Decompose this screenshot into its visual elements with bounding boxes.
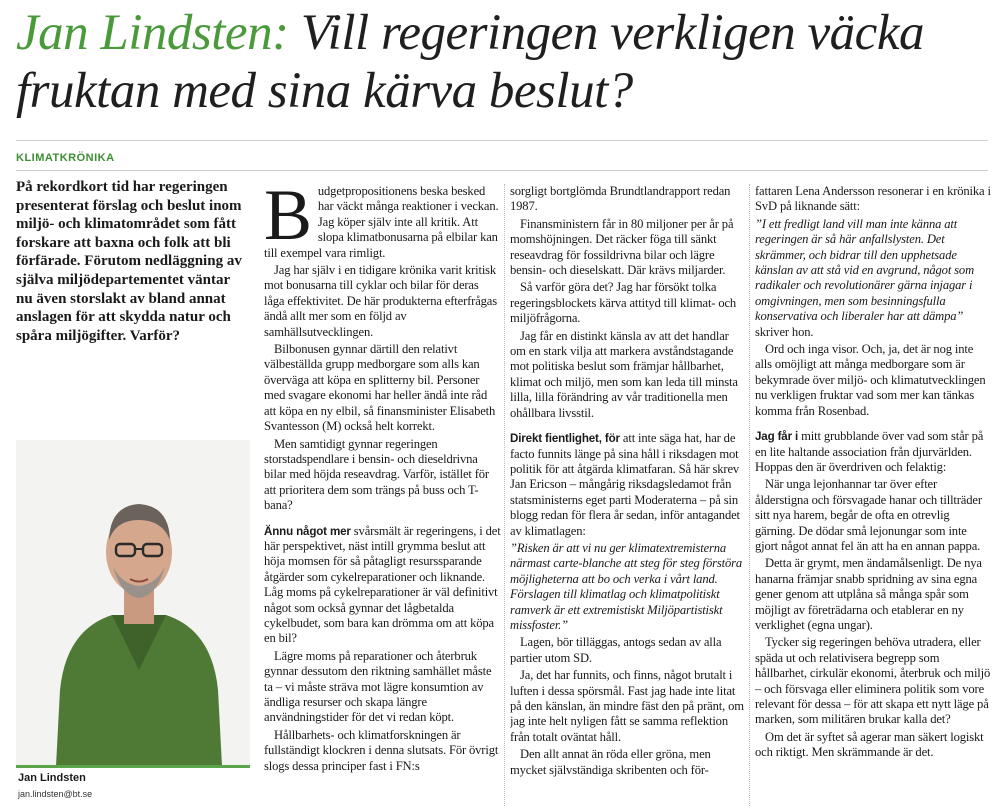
article-column-3 bbox=[755, 184, 992, 809]
article-paragraph: Men samtidigt gynnar regeringen storstadspendlare i bensin- och dieseldrivna bilar med höjda reseavdrag. Varför, istället för att prioritera dem som trängs på buss och T-bana? bbox=[264, 436, 489, 513]
article-paragraph: fattaren Lena Andersson resonerar i en krönika i SvD på liknande sätt: bbox=[755, 184, 991, 214]
section-label: KLIMATKRÖNIKA bbox=[16, 152, 115, 164]
article-paragraph bbox=[755, 429, 992, 475]
article-paragraph: Hållbarhets- och klimatforskningen är fullständigt klockren i denna slutsats. För övrigt slogs dessa principer fast i FN:s bbox=[264, 727, 499, 773]
paragraph-text: mitt grubblande över vad som står på en lite haltande association från djurvärlden. Hoppas den är överdriven och felaktig: bbox=[755, 429, 984, 474]
subhead-lead: Ännu något mer bbox=[264, 524, 351, 538]
headline-divider bbox=[16, 140, 988, 141]
article-paragraph: Om det är syftet så agerar man säkert logiskt och riktigt. Men skrämmande är det. bbox=[755, 729, 984, 760]
article-paragraph: Ja, det har funnits, och finns, något brutalt i luften i dessa spörsmål. Fast jag hade inte litat på den känslan, än mindre fäst den på pränt, om jag inte helt nyligen fått se samma reflektion från totalt oväntat håll. bbox=[510, 668, 744, 744]
column-divider bbox=[749, 184, 750, 806]
article-paragraph: Tycker sig regeringen behöva utradera, eller späda ut och relativisera begrepp som hållbarhet, cirkulär ekonomi, återbruk och miljö – och försvaga eller eliminera politik som vore relevant för dessa – för att skapa ett nytt läge på marken, som militären brukar kalla det? bbox=[755, 635, 991, 727]
author-photo-illustration bbox=[16, 440, 250, 766]
article-paragraph: Så varför göra det? Jag har försökt tolka regeringsblockets kärva attityd till klimat- och miljöfrågorna. bbox=[510, 280, 737, 326]
article-paragraph bbox=[755, 217, 992, 340]
article-paragraph bbox=[510, 541, 747, 633]
article-paragraph: Den allt annat än röda eller gröna, men mycket självständiga skribenten och för- bbox=[510, 747, 711, 777]
article-column-1 bbox=[264, 184, 501, 809]
article-paragraph bbox=[510, 431, 747, 539]
article-paragraph: Lagen, bör tilläggas, antogs sedan av alla partier utom SD. bbox=[510, 635, 722, 665]
section-divider bbox=[16, 170, 988, 171]
article-paragraph bbox=[264, 184, 501, 261]
article-paragraph: sorgligt bortglömda Brundtlandrapport redan 1987. bbox=[510, 184, 731, 214]
article-paragraph: Jag får en distinkt känsla av att det handlar om en stark vilja att markera avståndstagande mot politiska beslut som främjar hållbarhet, klimat och miljö, men som kan leda till minsta lilla, lilla förändring av vår traditionella men ohållbara livsstil. bbox=[510, 328, 738, 420]
headline bbox=[16, 4, 996, 120]
article-paragraph: Lägre moms på reparationer och återbruk gynnar dessutom den riktning samhället måste ta – vi måste sträva mot lägre konsumtion av ändliga resurser och skapa längre användningstider för det vi redan köpt. bbox=[264, 648, 492, 725]
quote-attribution: skriver hon. bbox=[755, 324, 814, 339]
ingress: På rekordkort tid har regeringen presenterat förslag och beslut inom miljö- och klimatområdet som fått forskare att baxna och folk att bli förfärade. Förutom nedläggning av själva miljödepartementet väntar nu även storslakt av bland annat anslagen för att skydda natur och spåra miljögifter. Varför? bbox=[16, 179, 242, 344]
article-paragraph: Finansministern får in 80 miljoner per år på momshöjningen. Det räcker föga till sänkt reseavdrag för fossildrivna bilar och lägre bensin- och dieselskatt. Där krävs miljarder. bbox=[510, 216, 734, 278]
byline-name: Jan Lindsten bbox=[18, 772, 86, 784]
subhead-lead: Direkt fientlighet, för bbox=[510, 432, 620, 446]
article-paragraph bbox=[264, 524, 501, 647]
drop-cap: B bbox=[264, 184, 312, 255]
subhead-lead: Jag får i bbox=[755, 430, 799, 444]
article-column-2 bbox=[510, 184, 747, 809]
byline-email[interactable]: jan.lindsten@bt.se bbox=[18, 789, 93, 799]
headline-title: Vill regeringen verkligen väcka fruktan med sina kärva beslut? bbox=[16, 5, 924, 119]
headline-author: Jan Lindsten: bbox=[16, 5, 289, 61]
article-paragraph: Jag har själv i en tidigare krönika varit kritisk mot bonusarna till cyklar och bilar för deras låga effektivitet. De här produkterna efterfrågas ändå allt mer som en följd av samhällsutvecklingen. bbox=[264, 263, 497, 339]
article-paragraph: Bilbonusen gynnar därtill den relativt välbeställda grupp medborgare som alls kan överväga att köpa en splitterny bil. Personer med svagare ekonomi har heller ändå inte råd att köpa en ny elbil, så finansminister Elisabeth Svantesson (M) också helt korrekt. bbox=[264, 342, 496, 434]
paragraph-text: svårsmält är regeringens, i det här perspektivet, näst intill grymma beslut att höja momsen för så påtagligt resurssparande åtgärder som cykelreparationer och liknande. Låg moms på cykelreparationer är väl definitivt något som också gynnar det lågbetalda cykelbudet, som bara kan drömma om att köpa en bil? bbox=[264, 523, 501, 646]
article-paragraph: Ord och inga visor. Och, ja, det är nog inte alls omöjligt att många medborgare som är bekymrade över miljö- och klimatutvecklingen nu verkligen fruktar vad som mer kan tänkas komma från Rosenbad. bbox=[755, 342, 986, 418]
paragraph-text: udgetpropositionens beska besked har väckt många reaktioner i veckan. Jag köper själv inte all kritik. Att slopa klimatbonusarna på elbilar kan till exempel vara rimligt. bbox=[264, 184, 499, 260]
article-paragraph: När unga lejonhannar tar över efter ålderstigna och försvagade hanar och tillträder sitt nya harem, begår de ofta en otrevlig gärning. De dödar små lejonungar som inte gjort något annat fel än att ha en annan pappa. bbox=[755, 477, 982, 553]
paragraph-text: att inte säga hat, har de facto funnits länge på sina håll i riksdagen mot politik för att åtgärda klimatfaran. Så här skrev Jan Ericson – mångårig riksdagsledamot från statsministerns eget parti Moderaterna – på sin blogg redan för flera år sedan, inför antagandet av klimatlagen: bbox=[510, 431, 740, 538]
block-quote: ”Risken är att vi nu ger klimatextremisterna närmast carte-blanche att steg för steg förstöra möjligheterna att bo och verka i vårt land. Förslagen till klimatlag och klimatpolitiskt ramverk är ett extremistiskt Miljöpartistiskt missfoster.” bbox=[510, 540, 743, 632]
column-divider bbox=[504, 184, 505, 806]
byline-rule bbox=[16, 765, 250, 768]
block-quote: ”I ett fredligt land vill man inte känna att regeringen är så här anfallslysten. Det skrämmer, och bidrar till den upphetsade känslan av att stå vid en avgrund, något som radikaler och revolutionärer gärna injagar i omgivningen, men som besinningsfulla konservativa och liberaler har att dämpa” bbox=[755, 216, 975, 324]
article-paragraph: Detta är grymt, men ändamålsenligt. De nya hanarna främjar snabb spridning av sina egna gener genom att utplåna så många spår som möjligt av företrädarna och etablerar en ny verklighet (egna ungar). bbox=[755, 556, 982, 632]
author-photo bbox=[16, 440, 250, 766]
